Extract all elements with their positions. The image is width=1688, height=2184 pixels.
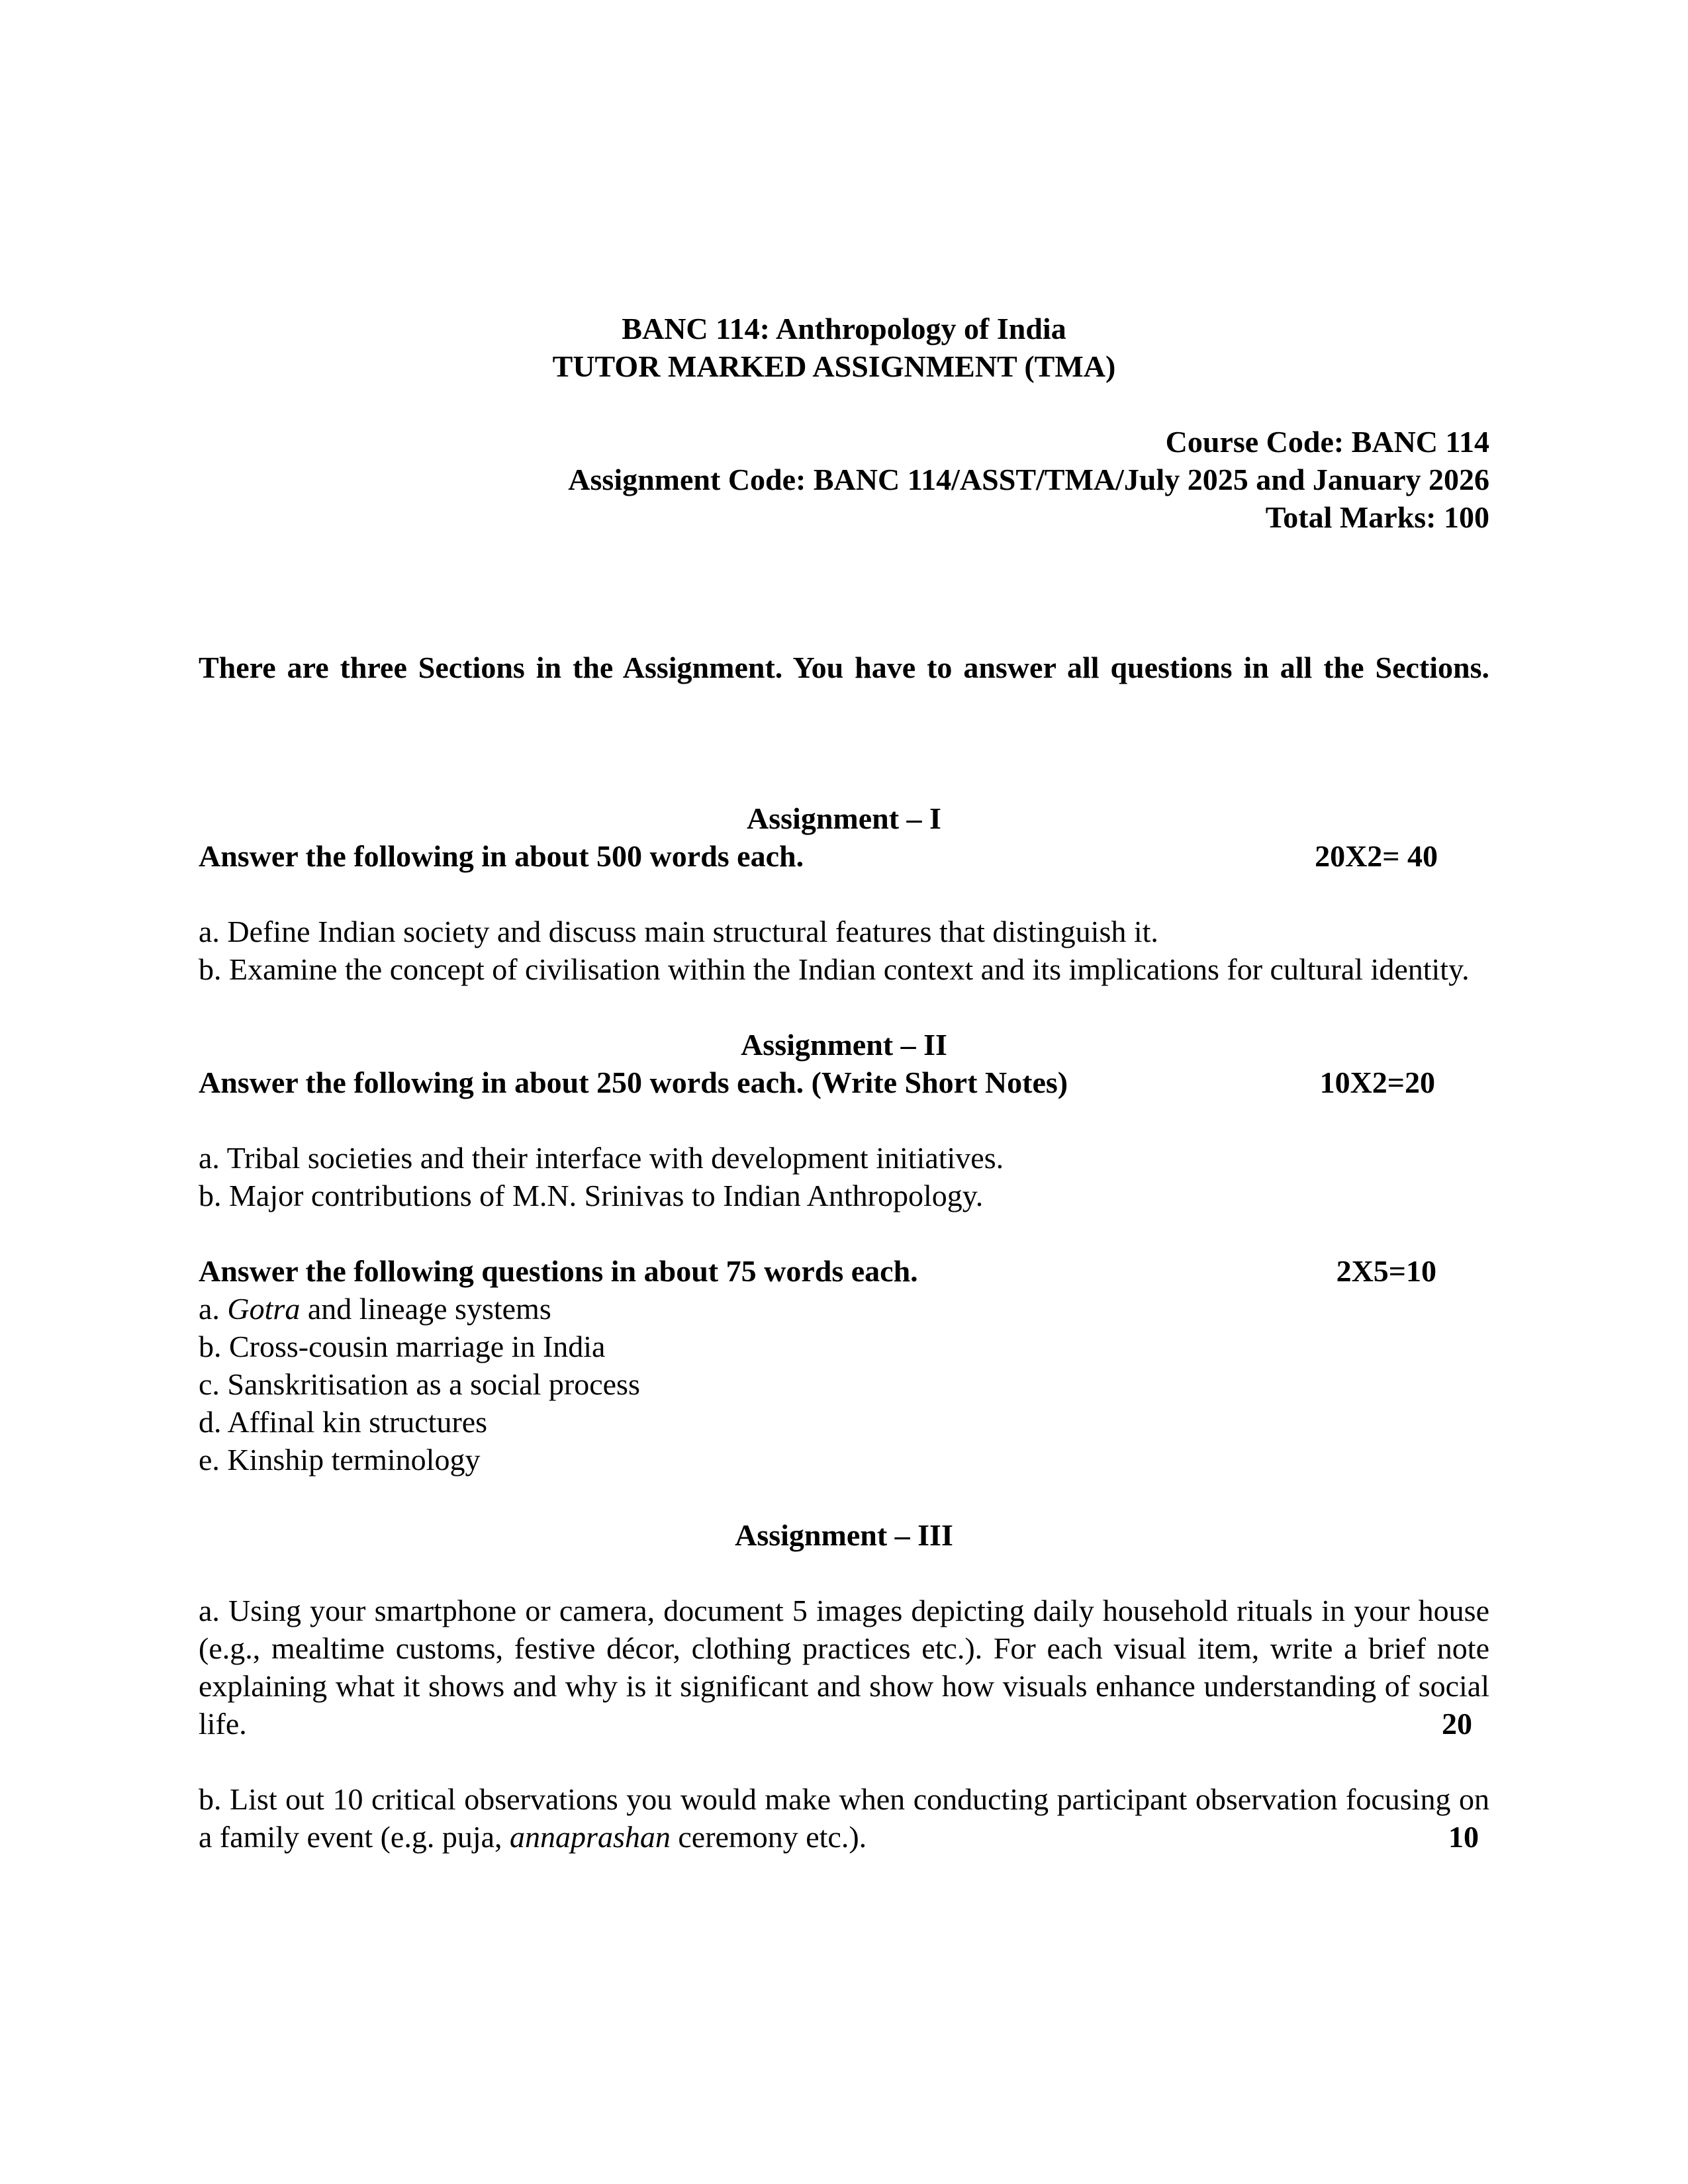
section-2-heading: Assignment – II (741, 1028, 947, 1062)
section-2-marks: 10X2=20 (1319, 1066, 1435, 1099)
question-item: e. Kinship terminology (199, 1443, 481, 1477)
total-marks: Total Marks: 100 (1265, 500, 1489, 534)
intro-instructions: There are three Sections in the Assignment. You have to answer all questions in all the Sections. (199, 651, 1489, 684)
short-answer-instruction-row (199, 1252, 1489, 1290)
document-subtitle: TUTOR MARKED ASSIGNMENT (TMA) (552, 349, 1116, 383)
section-1-marks: 20X2= 40 (1315, 839, 1438, 873)
question-item: a. Define Indian society and discuss main structural features that distinguish it. (199, 915, 1158, 948)
assignment-meta (199, 423, 1489, 536)
course-code: Course Code: BANC 114 (1165, 425, 1489, 459)
section-2-instruction: Answer the following in about 250 words each. (Write Short Notes) (199, 1066, 1068, 1099)
question-item: b. Cross-cousin marriage in India (199, 1330, 606, 1363)
question-item: a. Tribal societies and their interface with development initiatives. (199, 1141, 1004, 1175)
question-text: and lineage systems (300, 1292, 551, 1326)
document-title: BANC 114: Anthropology of India (622, 312, 1066, 345)
question-item: d. Affinal kin structures (199, 1405, 488, 1439)
section-3-heading: Assignment – III (735, 1518, 953, 1552)
section-3-question-b (199, 1780, 1489, 1856)
section-1-instruction-row (199, 837, 1489, 875)
question-item (199, 1780, 1489, 1856)
short-answer-questions (199, 1290, 1489, 1479)
document-page (199, 310, 1489, 1856)
question-marks: 20 (1442, 1707, 1472, 1741)
question-item: c. Sanskritisation as a social process (199, 1367, 640, 1401)
question-item (199, 1592, 1489, 1743)
question-item (199, 1290, 1489, 1328)
section-1-questions (199, 913, 1489, 988)
section-2-questions (199, 1139, 1489, 1214)
question-italic-term: Gotra (227, 1292, 301, 1326)
section-3-question-a (199, 1592, 1489, 1743)
assignment-code: Assignment Code: BANC 114/ASST/TMA/July 2025 and January 2026 (568, 463, 1489, 496)
section-1-heading: Assignment – I (747, 801, 941, 835)
question-item: b. Major contributions of M.N. Srinivas to Indian Anthropology. (199, 1179, 984, 1212)
section-1-instruction: Answer the following in about 500 words each. (199, 839, 804, 873)
section-2-instruction-row (199, 1064, 1489, 1101)
question-marks: 10 (1448, 1820, 1479, 1854)
short-answer-instruction: Answer the following questions in about 75 words each. (199, 1254, 918, 1288)
question-item: b. Examine the concept of civilisation within the Indian context and its implications for cultural identity. (199, 952, 1470, 986)
short-answer-marks: 2X5=10 (1336, 1254, 1436, 1288)
question-prefix: a. (199, 1292, 228, 1326)
question-italic-term: annaprashan (510, 1820, 671, 1854)
question-text-end: ceremony etc.). (670, 1820, 867, 1854)
question-text: b. List out 10 critical observations you would make when conducting participant observation focusing on a family event (e.g. puja, (199, 1782, 1489, 1854)
question-text: a. Using your smartphone or camera, document 5 images depicting daily household rituals in your house (e.g., mealtime customs, festive décor, clothing practices etc.). For each visual item, write a brief note explaining what it shows and why is it significant and show how visuals enhance understanding of social life. (199, 1594, 1489, 1741)
